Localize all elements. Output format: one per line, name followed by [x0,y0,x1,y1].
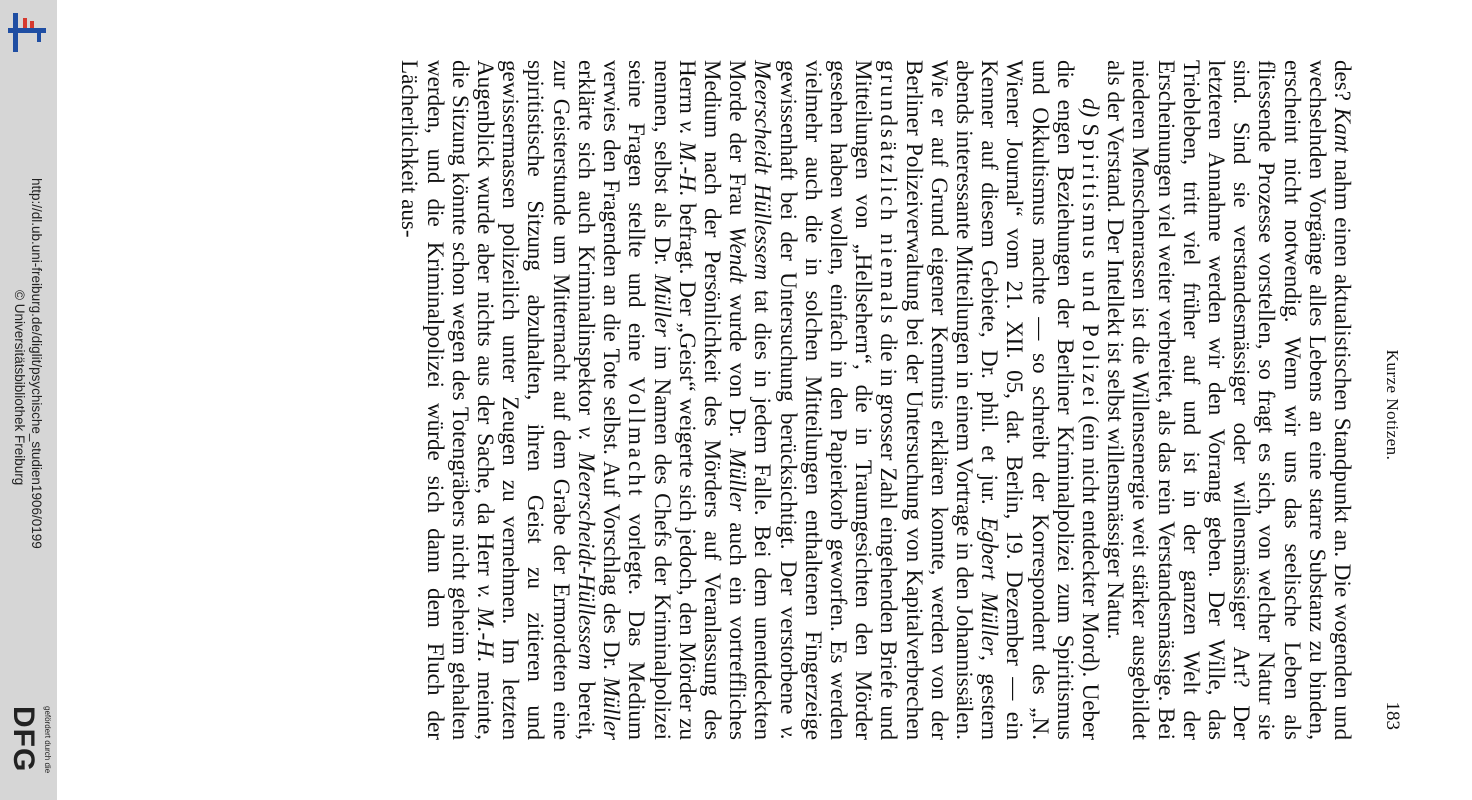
text-segment: , gestern abends interessante Mitteilungen in einem Vortrage in den Johannissälen. Wie er auf Grund eigener Kenntnis erklären konnte, werden von der Berliner Polizeiverwaltung bei der Untersuchung von Kapitalverbrechen [901,60,1004,740]
page-number: 183 [1382,701,1403,730]
italic-text: Egbert Müller [977,517,1004,656]
italic-text: Müller [599,677,626,740]
page-body-text [397,60,1355,740]
viewer-sidebar [0,0,57,800]
text-segment: erklärte sich auch Kriminalinspektor [573,60,600,427]
spaced-emphasis-text: Spiritismus und Polizei [1077,123,1104,410]
university-library-logo-icon [4,10,48,54]
scanned-page [188,60,1403,750]
text-segment: vorlegte. Das Medium verwies den Fragenden an die Tote selbst. Auf Vorschlag des Dr. [599,60,651,740]
text-segment: im Namen des Chefs der Kriminalpolizei seine Fragen stellte und eine [624,60,676,740]
italic-text: v. Meerscheidt Hüllessem [750,60,802,740]
text-segment: befragt. Der „Geist“ weigerte sich jedoch, den Mörder zu nennen, selbst als Dr. [649,60,701,740]
italic-text: Müller [649,274,676,337]
text-segment: die in grosser Zahl eingehenden Briefe und Mitteilungen von „Hellsehern“, die in Traumgesichten den Mörder gesehen haben wollen, einfach in den Papierkorb geworfen. Es werden vielmehr auch die in solchen Mitteilungen enthaltenen Fingerzeige gewissenhaft bei der Untersuchung berücksichtigt. Der verstorbene [775,60,903,740]
spaced-emphasis-text: grundsätzlich niemals [876,60,903,327]
text-segment: bereit, zur Geisterstunde um Mitternacht auf dem Grabe der Ermordeten eine spiritistische Sitzung abzuhalten, ihren Geist zu zitieren und gewissermassen polizeilich unter Zeugen zu vernehmen. Im letzten Augenblick wurde aber nichts aus der Sache, da Herr [473,60,600,740]
dfg-funding-note: gefördert durch die [43,706,52,774]
italic-text: Kant [1330,107,1356,153]
italic-text: v. Meerscheidt-Hüllessem [573,426,600,671]
text-segment: meinte, die Sitzung könnte schon wegen des Totengräbers nicht geheim gehalten werden, und die Kriminalpolizei würde sich dann dem Fluch der Lächerlichkeit aus- [397,60,500,740]
running-head [1373,60,1403,750]
italic-text: Wendt [725,226,752,284]
text-segment: tat dies in jedem Falle. Bei dem unentdeckten Morde der Frau [725,60,777,740]
page-section-title: Kurze Notizen. [1383,349,1402,461]
italic-text: v. M.-H. [674,120,701,197]
italic-text: d) [1077,98,1104,124]
text-segment: wurde von Dr. [725,283,752,449]
text-segment: des? [1330,60,1356,108]
document-url[interactable]: http://dl.ub.uni-freiburg.de/diglit/psychische_studien1906/0199 [29,178,44,549]
italic-text: v. M.-H. [473,584,500,663]
dfg-logo: DFG [7,706,40,773]
paragraph [397,60,1103,740]
spaced-emphasis-text: Vollmacht [624,376,651,499]
text-segment: auch ein vortreffliches Medium nach der Persönlichkeit des Mörders auf Veranlassung des Herrn [674,60,752,740]
italic-text: Müller [725,448,752,512]
copyright-notice: © Universitätsbibliothek Freiburg [12,290,27,486]
paragraph [1103,60,1355,740]
text-segment: (ein nicht entdeckter Mord). Ueber die engen Beziehungen der Berliner Kriminalpolizei zum Spiritismus und Okkultismus machte — so schreibt der Korrespondent des „N. Wiener Journal“ vom 21. XII. 05, dat. Berlin, 19. Dezember — ein Kenner auf diesem Gebiete, Dr. phil. et jur. [977,60,1104,741]
text-segment: nahm einen aktualistischen Standpunkt an. Die wogenden und wechselnden Vorgänge alles Lebens an eine starre Substanz zu binden, erscheint nicht notwendig. Wenn wir uns das seelische Leben als fliessende Prozesse vorstellen, so fragt es sich, von welcher Natur sie sind. Sind sie verstandesmässiger oder willensmässiger Art? Der letzteren Annahme werden wir den Vorrang geben. Der Wille, das Triebleben, tritt viel früher auf und ist in der ganzen Welt der Erscheinungen viel weiter verbreitet, als das rein Verstandesmässige. Bei niederen Menschenrassen ist die Willensenergie weit stärker ausgebildet als der Verstand. Der Intellekt ist selbst willensmässiger Natur. [1103,60,1356,740]
